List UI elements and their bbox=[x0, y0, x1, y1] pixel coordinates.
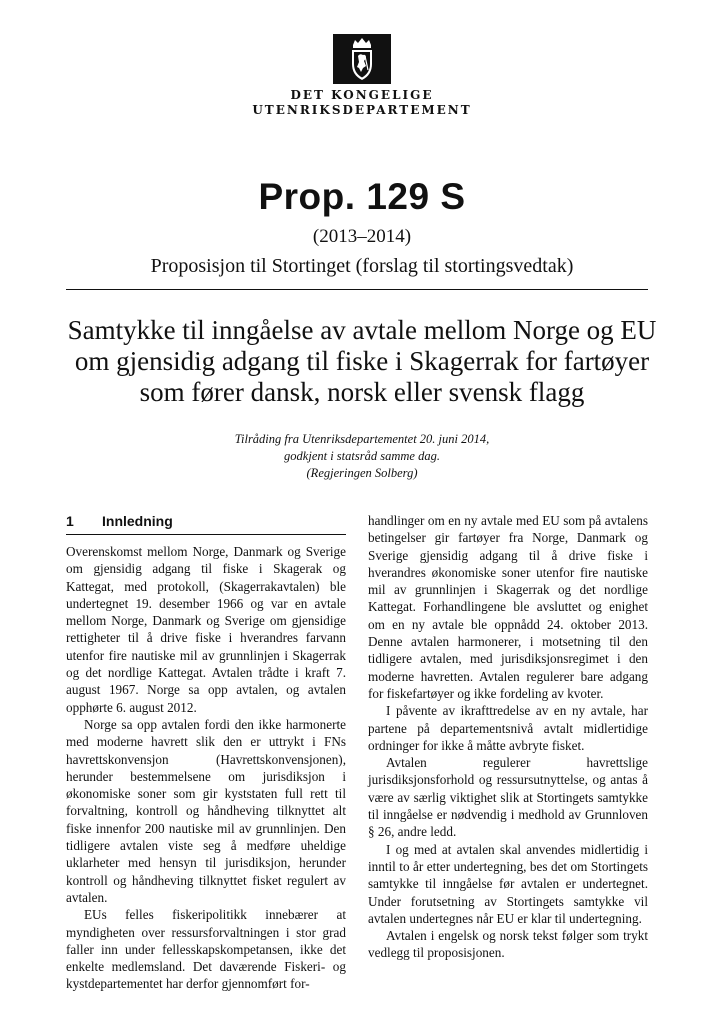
section-heading bbox=[66, 512, 346, 535]
paragraph: Avtalen i engelsk og norsk tekst følger som trykt vedlegg til proposisjonen. bbox=[368, 928, 648, 961]
paragraph: I påvente av ikrafttredelse av en ny avtale, har partene på departementsnivå avtalt midlertidige ordninger for ikke å måtte avbryte fisket. bbox=[368, 703, 648, 753]
approval-line-3: (Regjeringen Solberg) bbox=[306, 466, 418, 480]
approval-line-2: godkjent i statsråd samme dag. bbox=[284, 449, 440, 463]
paragraph-continuation: handlinger om en ny avtale med EU som på avtalens betingelser gir fartøyer fra Norge, Danmark og Sverige gjensidig adgang til å drive fiske i hverandres økonomiske soner utenfor fire nautiske mil av grunnlinjen i Skagerrak og det nordlige Kattegat. Forhandlingene ble avsluttet og enighet om en ny avtale ble oppnådd 24. oktober 2013. Denne avtalen harmonerer, i motsetning til den tidligere avtalen, med jurisdiksjonsregimet i den moderne havretten. Avtalen regulerer bare adgang for fiskefartøyer og ikke fordeling av kvoter. bbox=[368, 513, 648, 701]
column-left bbox=[66, 512, 346, 993]
column-right bbox=[368, 512, 648, 962]
session-period: (2013–2014) bbox=[312, 226, 412, 247]
divider bbox=[66, 289, 648, 290]
paragraph-3-full bbox=[0, 0, 1, 1]
section-title: Innledning bbox=[102, 513, 173, 529]
paragraph: Avtalen regulerer havrettslige jurisdiksjonsforhold og ressursutnyttelse, og antas å være av særlig viktighet slik at Stortingets samtykke til inngåelse er nødvendig i medhold av Grunnloven § 26, andre ledd. bbox=[368, 755, 648, 840]
paragraph: Overenskomst mellom Norge, Danmark og Sverige om gjensidig adgang til fiske i Skagerak og Kattegat, med protokoll, (Skagerrakavtalen) ble undertegnet 19. desember 1966 og var en avtale mellom Norge, Danmark og Sverige om gjensidige rettigheter til å drive fiske i hverandres farvann utenfor fire nautiske mil av grunnlinjen i Skagerrak og det nordlige Kattegat. Avtalen trådte i kraft 7. august 1967. Norge sa opp avtalen, og avtalen opphørte 6. august 2012. bbox=[66, 544, 346, 715]
proposition-number: Prop. 129 S bbox=[258, 176, 466, 217]
ministry-name-line2: UTENRIKSDEPARTEMENT bbox=[252, 103, 472, 117]
section-number: 1 bbox=[66, 513, 74, 529]
paragraph-continued: EUs felles fiskeripolitikk innebærer at myndigheten over ressursforvaltningen i stor grad faller inn under fellesskapskompetansen, ikke det enkelte medlemsland. Det daværende Fiskeri- og kystdepartementet har derfor gjennomført for- bbox=[66, 907, 346, 992]
approval-line-1: Tilråding fra Utenriksdepartementet 20. juni 2014, bbox=[234, 432, 490, 446]
paragraph: I og med at avtalen skal anvendes midlertidig i inntil to år etter undertegning, bes det om Stortingets samtykke til inngåelse før avtalen er undertegnet. Under forutsetning av Stortingets samtykke vil avtalen undertegnes når EU er klar til undertegning. bbox=[368, 841, 648, 926]
paragraph: Norge sa opp avtalen fordi den ikke harmonerte med moderne havrett slik den er uttrykt i FNs havrettskonvensjon (Havrettskonvensjonen), herunder bestemmelsene om jurisdiksjon i økonomiske soner som gir kyststaten full rett til forvaltning, kontroll og håndheving tilknyttet alt fiske innenfor 200 nautiske mil av grunnlinjen. Den tidligere avtalen viste seg å medføre uheldige uklarheter med hensyn til jurisdiksjon, herunder kontroll og håndheving tilknyttet fisket regulert av avtalen. bbox=[66, 716, 346, 905]
ministry-name-line1: DET KONGELIGE bbox=[290, 88, 434, 102]
coat-of-arms-icon bbox=[333, 34, 391, 84]
document-title: Samtykke til inngåelse av avtale mellom Norge og EU om gjensidig adgang til fiske i Skagerrak for fartøyer som fører dansk, norsk eller svensk flagg bbox=[67, 315, 657, 407]
approval-note bbox=[150, 431, 574, 482]
proposition-subtitle: Proposisjon til Stortinget (forslag til stortingsvedtak) bbox=[150, 255, 574, 277]
